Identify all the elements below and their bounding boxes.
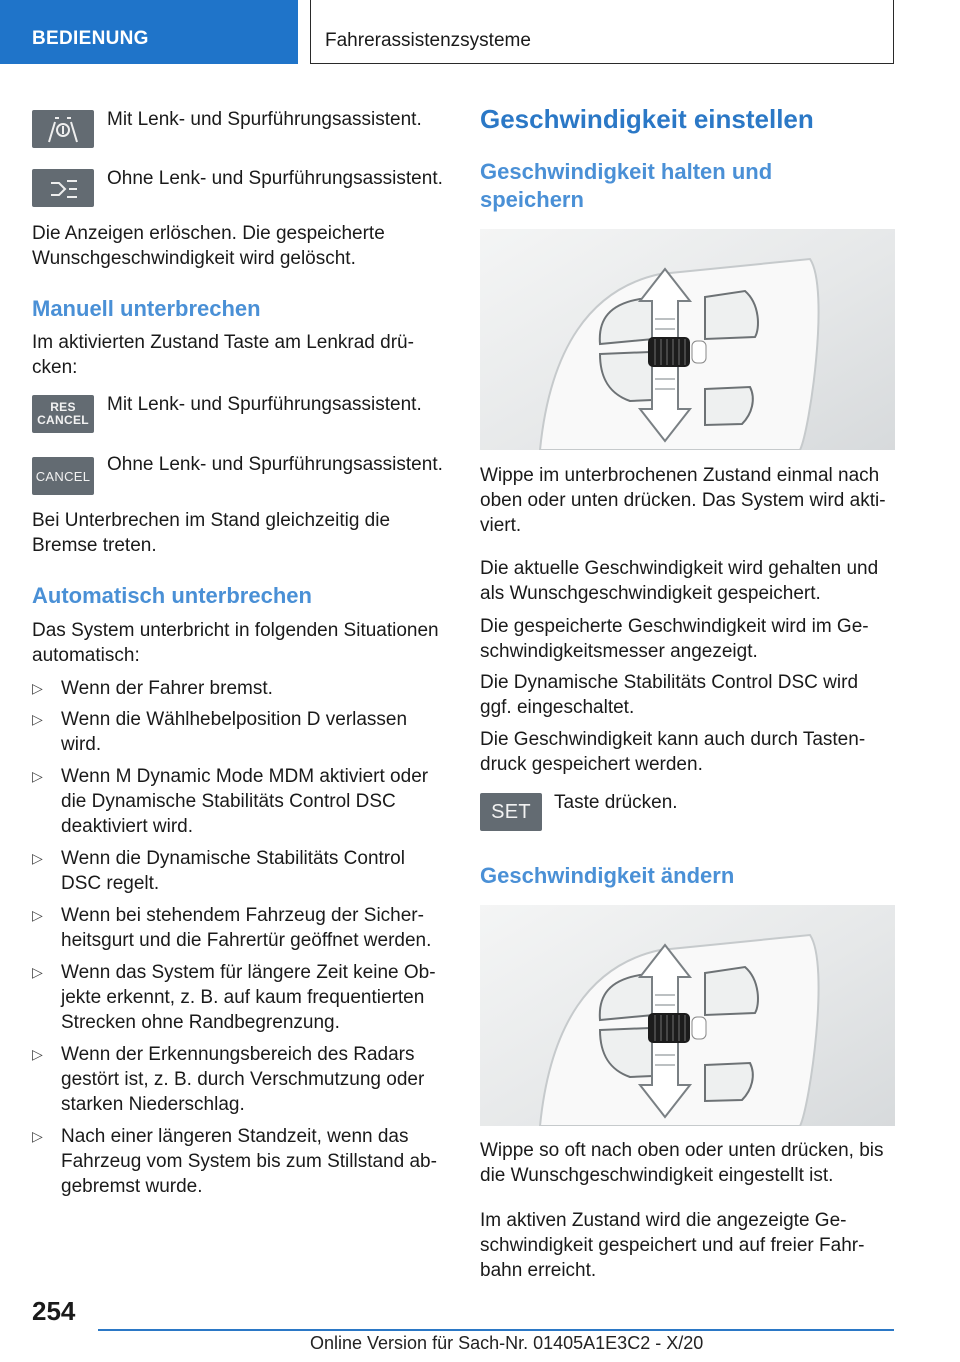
sub-heading: Geschwindigkeit ändern <box>480 863 735 888</box>
rocker-switch-icon <box>480 229 895 450</box>
paragraph: Das System unterbricht in folgenden Situationen automatisch: <box>32 620 439 666</box>
icon-row-text: Mit Lenk- und Spurführungsassistent. <box>107 109 422 130</box>
bullet-triangle-icon: ▷ <box>32 1128 43 1144</box>
paragraph: Die Geschwindigkeit kann auch durch Tasten- druck gespeichert werden. <box>480 729 866 775</box>
section-heading: Manuell unterbrechen <box>32 296 261 321</box>
steering-assist-off-icon <box>32 169 94 207</box>
paragraph: Bei Unterbrechen im Stand gleichzeitig die Bremse treten. <box>32 510 391 556</box>
bullet-triangle-icon: ▷ <box>32 711 43 727</box>
steering-wheel-photo <box>480 229 895 450</box>
steering-wheel-photo <box>480 905 895 1126</box>
bullet-text: Wenn die Dynamische Stabilitäts Control DSC regelt. <box>61 848 405 894</box>
chapter-title: Fahrerassistenzsysteme <box>325 30 531 51</box>
bullet-triangle-icon: ▷ <box>32 850 43 866</box>
chapter-tab <box>310 0 894 64</box>
set-button-icon: SET <box>480 793 542 831</box>
icon-row-text: Ohne Lenk- und Spurführungsassistent. <box>107 454 443 475</box>
sub-heading: Geschwindigkeit halten und speichern <box>480 159 773 212</box>
bullet-text: Wenn bei stehendem Fahrzeug der Sicher- heitsgurt und die Fahrertür geöffnet werden. <box>61 905 432 951</box>
steering-assist-on-icon <box>32 110 94 148</box>
paragraph: Wippe so oft nach oben oder unten drücken, bis die Wunschgeschwindigkeit eingestellt ist. <box>480 1140 884 1186</box>
bullet-text: Wenn die Wählhebelposition D verlassen wird. <box>61 709 408 755</box>
section-heading: Automatisch unterbrechen <box>32 583 312 608</box>
bullet-triangle-icon: ▷ <box>32 907 43 923</box>
bullet-text: Wenn M Dynamic Mode MDM aktiviert oder die Dynamische Stabilitäts Control DSC deaktiviert wird. <box>61 766 429 837</box>
paragraph: Im aktiven Zustand wird die angezeigte Ge- schwindigkeit gespeichert und auf freier Fahr- bahn erreicht. <box>480 1210 865 1281</box>
bullet-triangle-icon: ▷ <box>32 1046 43 1062</box>
main-heading: Geschwindigkeit einstellen <box>480 104 814 134</box>
bullet-text: Nach einer längeren Standzeit, wenn das Fahrzeug vom System bis zum Stillstand ab- gebremst wurde. <box>61 1126 437 1197</box>
bullet-triangle-icon: ▷ <box>32 964 43 980</box>
paragraph: Die aktuelle Geschwindigkeit wird gehalten und als Wunschgeschwindigkeit gespeichert. <box>480 558 879 604</box>
bullet-triangle-icon: ▷ <box>32 680 43 696</box>
bullet-triangle-icon: ▷ <box>32 768 43 784</box>
icon-row-text: Taste drücken. <box>554 792 678 813</box>
res-cancel-button-icon: RES CANCEL <box>32 395 94 433</box>
section-title: BEDIENUNG <box>32 28 149 49</box>
paragraph: Die Dynamische Stabilitäts Control DSC wird ggf. eingeschaltet. <box>480 672 859 718</box>
paragraph: Im aktivierten Zustand Taste am Lenkrad drü- cken: <box>32 332 414 378</box>
cancel-button-icon: CANCEL <box>32 457 94 495</box>
footer-divider <box>98 1329 894 1331</box>
bullet-text: Wenn der Fahrer bremst. <box>61 678 273 699</box>
page-number: 254 <box>32 1296 76 1326</box>
bullet-text: Wenn der Erkennungsbereich des Radars gestört ist, z. B. durch Verschmutzung oder starken Niederschlag. <box>61 1044 425 1115</box>
bullet-text: Wenn das System für längere Zeit keine Ob- jekte erkennt, z. B. auf kaum frequentierten Strecken ohne Randbegrenzung. <box>61 962 436 1033</box>
paragraph: Die gespeicherte Geschwindigkeit wird im Ge- schwindigkeitsmesser angezeigt. <box>480 616 869 662</box>
icon-row-text: Mit Lenk- und Spurführungsassistent. <box>107 394 422 415</box>
section-tab <box>0 0 298 64</box>
icon-row-text: Ohne Lenk- und Spurführungsassistent. <box>107 168 443 189</box>
paragraph: Wippe im unterbrochenen Zustand einmal nach oben oder unten drücken. Das System wird akti- viert. <box>480 465 886 536</box>
rocker-switch-icon <box>480 905 895 1126</box>
footer-online-version: Online Version für Sach-Nr. 01405A1E3C2 - X/20 <box>310 1333 704 1353</box>
paragraph: Die Anzeigen erlöschen. Die gespeicherte Wunschgeschwindigkeit wird gelöscht. <box>32 223 385 269</box>
